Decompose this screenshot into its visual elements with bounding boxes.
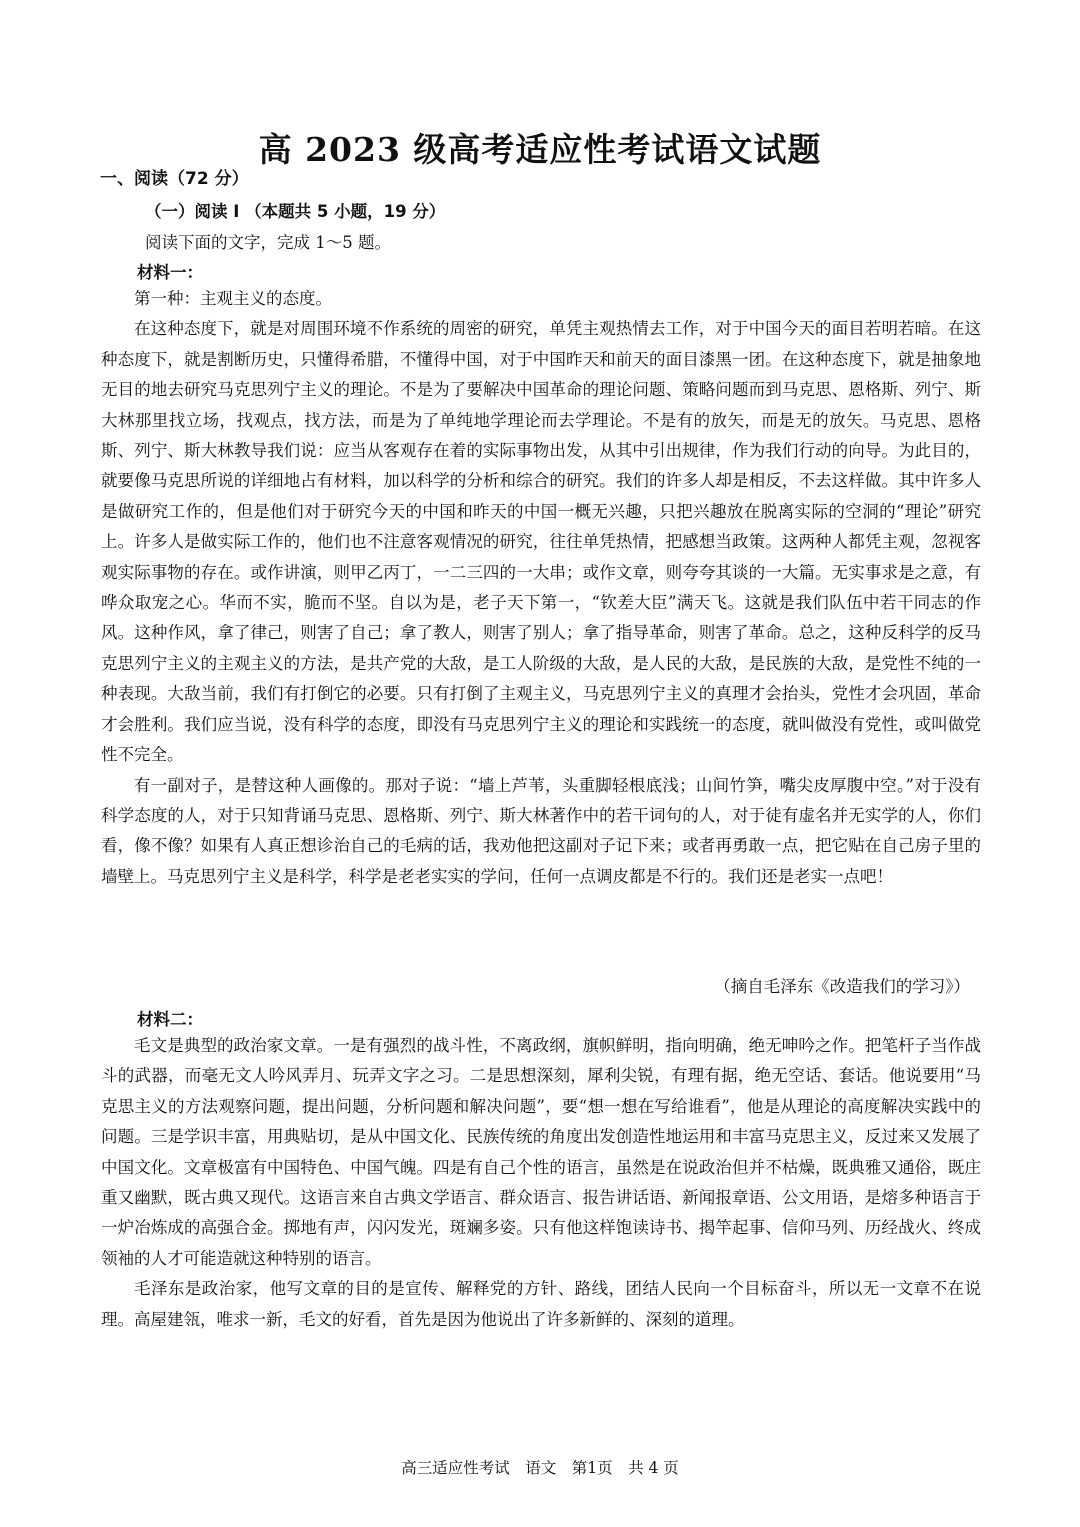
reading-instruction: 阅读下面的文字，完成 1～5 题。 bbox=[145, 233, 391, 252]
material-one-paragraph: 有一副对子，是替这种人画像的。那对子说：“墙上芦苇，头重脚轻根底浅；山间竹笋，嘴尖皮厚腹中空。”对于没有科学态度的人，对于只知背诵马克思、恩格斯、列宁、斯大林著作中的若干词句的人，对于徒有虚名并无实学的人，你们看，像不像？如果有人真正想诊治自己的毛病的话，我劝他把这副对子记下来；或者再勇敢一点，把它贴在自己房子里的墙壁上。马克思列宁主义是科学，科学是老老实实的学问，任何一点调皮都是不行的。我们还是老实一点吧！ bbox=[101, 775, 981, 886]
section-heading: 一、阅读（72 分） bbox=[100, 169, 249, 189]
material-two-paragraph: 毛泽东是政治家，他写文章的目的是宣传、解释党的方针、路线，团结人民向一个目标奋斗，所以无一文章不在说理。高屋建瓴，唯求一新，毛文的好看，首先是因为他说出了许多新鲜的、深刻的道理。 bbox=[101, 1279, 981, 1329]
material-one-paragraph: 在这种态度下，就是对周围环境不作系统的周密的研究，单凭主观热情去工作，对于中国今天的面目若明若暗。在这种态度下，就是割断历史，只懂得希腊，不懂得中国，对于中国昨天和前天的面目漆黑一团。在这种态度下，就是抽象地无目的地去研究马克思列宁主义的理论。不是为了要解决中国革命的理论问题、策略问题而到马克思、恩格斯、列宁、斯大林那里找立场，找观点，找方法，而是为了单纯地学理论而去学理论。不是有的放矢，而是无的放矢。马克思、恩格斯、列宁、斯大林教导我们说：应当从客观存在着的实际事物出发，从其中引出规律，作为我们行动的向导。为此目的，就要像马克思所说的详细地占有材料，加以科学的分析和综合的研究。我们的许多人却是相反，不去这样做。其中许多人是做研究工作的，但是他们对于研究今天的中国和昨天的中国一概无兴趣，只把兴趣放在脱离实际的空洞的“理论”研究上。许多人是做实际工作的，他们也不注意客观情况的研究，往往单凭热情，把感想当政策。这两种人都凭主观，忽视客观实际事物的存在。或作讲演，则甲乙丙丁，一二三四的一大串；或作文章，则夸夸其谈的一大篇。无实事求是之意，有哗众取宠之心。华而不实，脆而不坚。自以为是，老子天下第一，“钦差大臣”满天飞。这就是我们队伍中若干同志的作风。这种作风，拿了律己，则害了自己；拿了教人，则害了别人；拿了指导革命，则害了革命。总之，这种反科学的反马克思列宁主义的主观主义的方法，是共产党的大敌，是工人阶级的大敌，是人民的大敌，是民族的大敌，是党性不纯的一种表现。大敌当前，我们有打倒它的必要。只有打倒了主观主义，马克思列宁主义的真理才会抬头，党性才会巩固，革命才会胜利。我们应当说，没有科学的态度，即没有马克思列宁主义的理论和实践统一的态度，就叫做没有党性，或叫做党性不完全。 bbox=[101, 319, 981, 765]
material-one-label: 材料一： bbox=[137, 263, 203, 282]
material-one-body bbox=[101, 284, 981, 892]
material-one-paragraph: 第一种：主观主义的态度。 bbox=[134, 289, 332, 308]
page-footer: 高三适应性考试 语文 第1页 共 4 页 bbox=[401, 1459, 679, 1477]
material-one-source: （摘自毛泽东《改造我们的学习》） bbox=[714, 977, 970, 996]
exam-title: 高 2023 级高考适应性考试语文试题 bbox=[258, 130, 822, 169]
material-two-paragraph: 毛文是典型的政治家文章。一是有强烈的战斗性，不离政纲，旗帜鲜明，指向明确，绝无呻吟之作。把笔杆子当作战斗的武器，而毫无文人吟风弄月、玩弄文字之习。二是思想深刻，犀利尖锐，有理有据，绝无空话、套话。他说要用“马克思主义的方法观察问题，提出问题，分析问题和解决问题”，要“想一想在写给谁看”，他是从理论的高度解决实践中的问题。三是学识丰富，用典贴切，是从中国文化、民族传统的角度出发创造性地运用和丰富马克思主义，反过来又发展了中国文化。文章极富有中国特色、中国气魄。四是有自己个性的语言，虽然是在说政治但并不枯燥，既典雅又通俗，既庄重又幽默，既古典又现代。这语言来自古典文学语言、群众语言、报告讲话语、新闻报章语、公文用语，是熔多种语言于一炉冶炼成的高强合金。掷地有声，闪闪发光，斑斓多姿。只有他这样饱读诗书、揭竿起事、信仰马列、历经战火、终成领袖的人才可能造就这种特别的语言。 bbox=[101, 1036, 981, 1268]
reading-subheading: （一）阅读 I （本题共 5 小题，19 分） bbox=[145, 202, 446, 221]
material-two-label: 材料二： bbox=[137, 1010, 203, 1029]
material-two-body bbox=[101, 1031, 981, 1335]
